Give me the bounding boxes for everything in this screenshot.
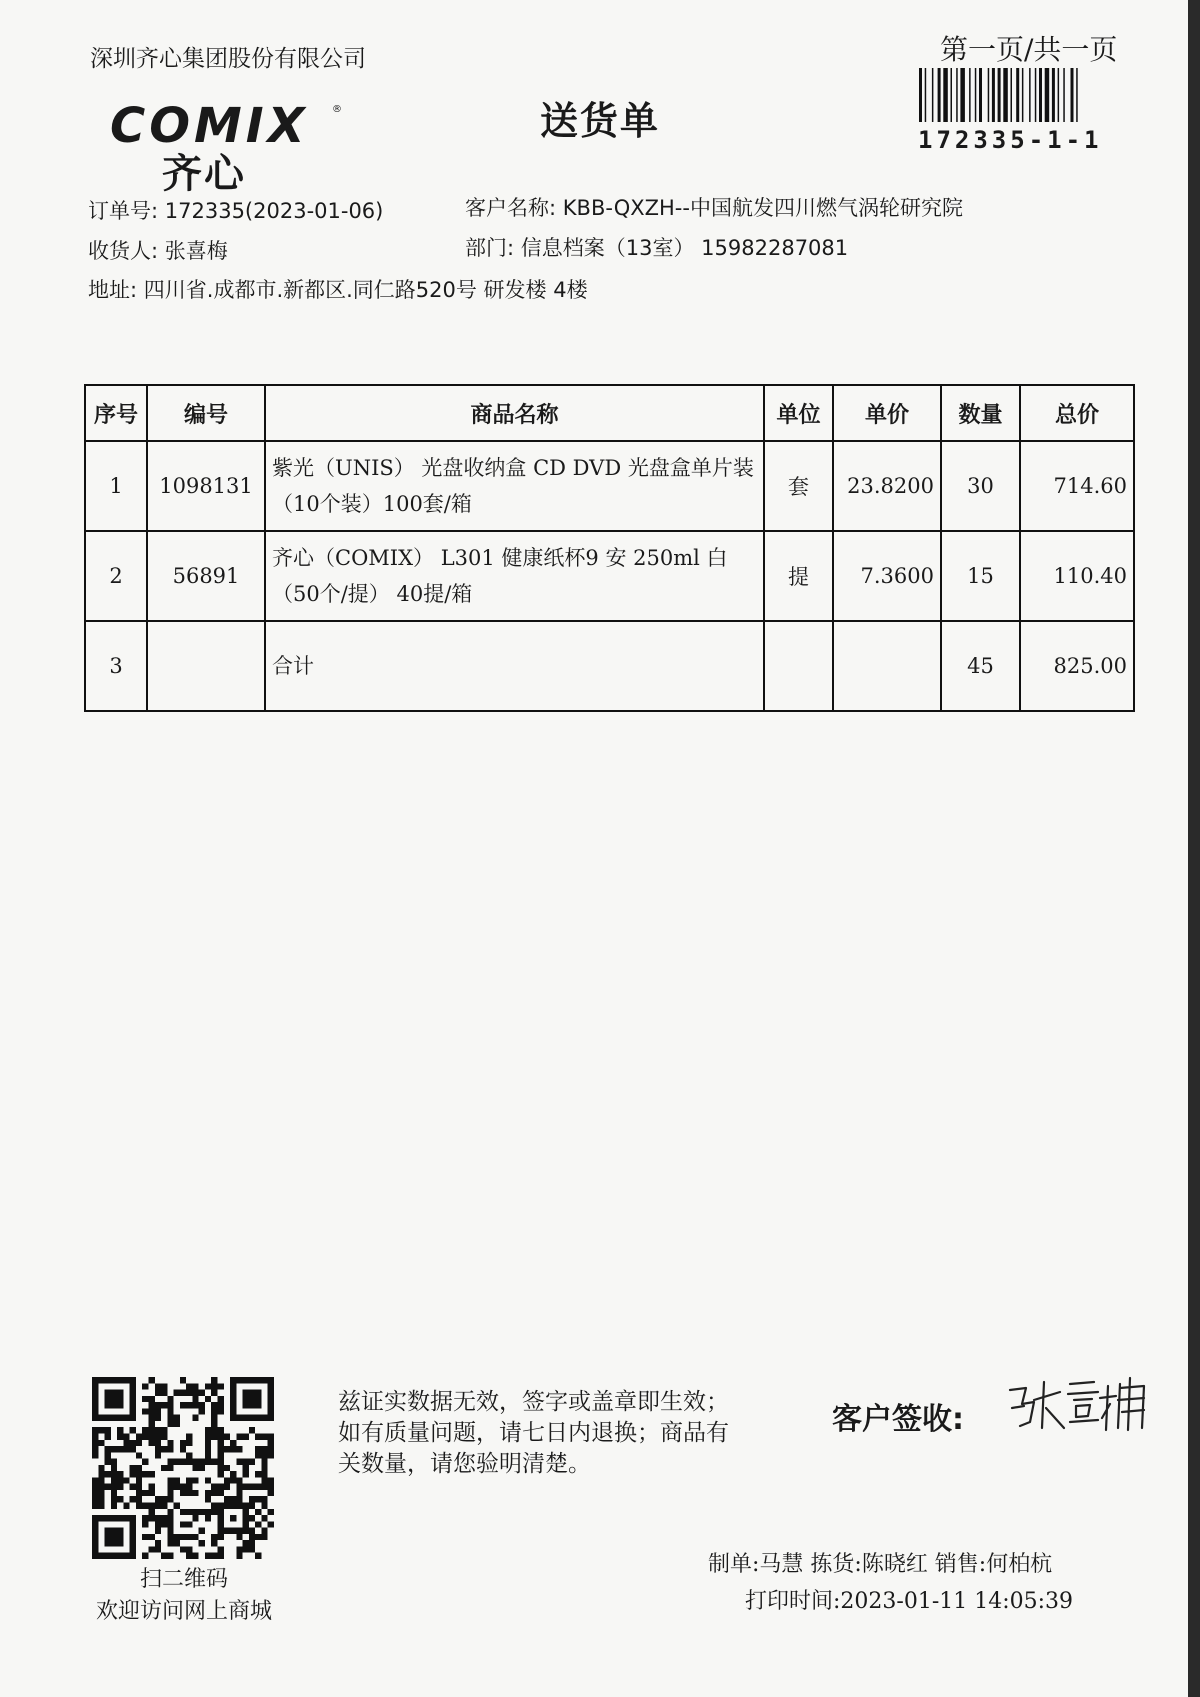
cell-seq: 2 xyxy=(85,531,147,621)
order-number xyxy=(88,195,383,225)
cell-seq: 1 xyxy=(85,441,147,531)
company-name: 深圳齐心集团股份有限公司 xyxy=(90,46,366,72)
table-total-row xyxy=(85,621,1134,711)
items-table xyxy=(84,384,1135,712)
qr-caption-line-1: 扫二维码 xyxy=(139,1567,228,1592)
qr-caption xyxy=(84,1564,284,1628)
logo-chinese: 齐心 xyxy=(162,151,246,197)
print-time: 打印时间:2023-01-11 14:05:39 xyxy=(745,1589,1074,1614)
consignee-value: 张喜梅 xyxy=(164,239,228,263)
column-header-name: 商品名称 xyxy=(265,385,764,441)
customer-label: 客户名称: xyxy=(465,196,557,220)
column-header-code: 编号 xyxy=(147,385,265,441)
scan-edge xyxy=(1188,0,1200,1697)
cell-name: 齐心（COMIX） L301 健康纸杯9 安 250ml 白（50个/提） 40提/箱 xyxy=(265,531,764,621)
column-header-seq: 序号 xyxy=(85,385,147,441)
order-value: 172335(2023-01-06) xyxy=(164,199,384,223)
column-header-total: 总价 xyxy=(1020,385,1134,441)
staff-line: 制单:马慧 拣货:陈晓红 销售:何柏杭 xyxy=(708,1552,1053,1577)
qr-caption-line-2: 欢迎访问网上商城 xyxy=(95,1599,272,1624)
customer-name xyxy=(465,192,963,222)
cell-unit: 套 xyxy=(764,441,833,531)
cell-qty: 45 xyxy=(941,621,1020,711)
cell-qty: 30 xyxy=(941,441,1020,531)
cell-unit xyxy=(764,621,833,711)
cell-price: 7.3600 xyxy=(833,531,941,621)
cell-name: 合计 xyxy=(265,621,764,711)
logo-wordmark: COMIX xyxy=(110,98,309,154)
table-row xyxy=(85,441,1134,531)
table-header-row xyxy=(85,385,1134,441)
barcode xyxy=(917,68,1131,122)
consignee xyxy=(88,235,228,265)
document-title: 送货单 xyxy=(540,98,661,143)
cell-unit: 提 xyxy=(764,531,833,621)
cell-code: 56891 xyxy=(147,531,265,621)
consignee-label: 收货人: xyxy=(88,239,159,263)
customer-value: KBB-QXZH--中国航发四川燃气涡轮研究院 xyxy=(562,196,963,220)
comix-logo xyxy=(110,98,342,197)
cell-seq: 3 xyxy=(85,621,147,711)
dept-value: 信息档案（13室） 15982287081 xyxy=(520,236,849,260)
department xyxy=(465,232,848,262)
cell-price xyxy=(833,621,941,711)
order-label: 订单号: xyxy=(88,199,159,223)
address-label: 地址: xyxy=(88,278,138,302)
cell-qty: 15 xyxy=(941,531,1020,621)
column-header-unit: 单位 xyxy=(764,385,833,441)
cell-total: 825.00 xyxy=(1020,621,1134,711)
cell-price: 23.8200 xyxy=(833,441,941,531)
column-header-price: 单价 xyxy=(833,385,941,441)
dept-label: 部门: xyxy=(465,236,515,260)
cell-name: 紫光（UNIS） 光盘收纳盒 CD DVD 光盘盒单片装（10个装）100套/箱 xyxy=(265,441,764,531)
column-header-qty: 数量 xyxy=(941,385,1020,441)
table-row xyxy=(85,531,1134,621)
cell-total: 714.60 xyxy=(1020,441,1134,531)
barcode-number: 172335-1-1 xyxy=(918,126,1103,154)
address-value: 四川省.成都市.新都区.同仁路520号 研发楼 4楼 xyxy=(143,278,588,302)
page-indicator: 第一页/共一页 xyxy=(940,33,1118,66)
logo-registered-mark: ® xyxy=(332,104,342,115)
qr-code[interactable] xyxy=(92,1377,274,1559)
customer-signature-label: 客户签收: xyxy=(832,1402,964,1437)
customer-signature xyxy=(1004,1370,1154,1440)
cell-code: 1098131 xyxy=(147,441,265,531)
address xyxy=(88,274,588,304)
cell-code xyxy=(147,621,265,711)
cell-total: 110.40 xyxy=(1020,531,1134,621)
validity-notice: 兹证实数据无效，签字或盖章即生效；如有质量问题，请七日内退换；商品有关数量，请您验明清楚。 xyxy=(338,1389,729,1477)
